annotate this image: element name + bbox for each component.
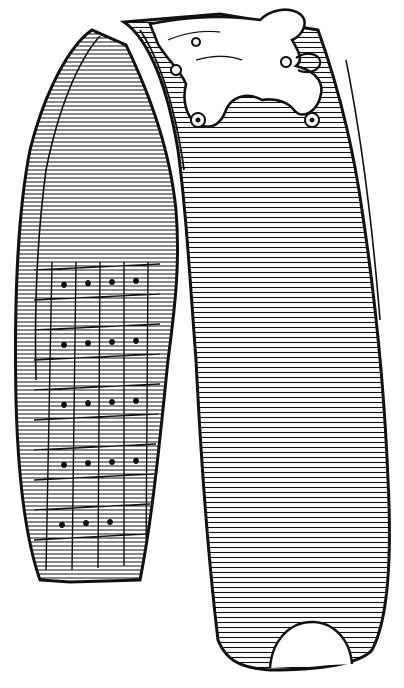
rivet bbox=[281, 57, 291, 67]
rivet bbox=[171, 65, 181, 75]
rivet bbox=[192, 38, 200, 46]
